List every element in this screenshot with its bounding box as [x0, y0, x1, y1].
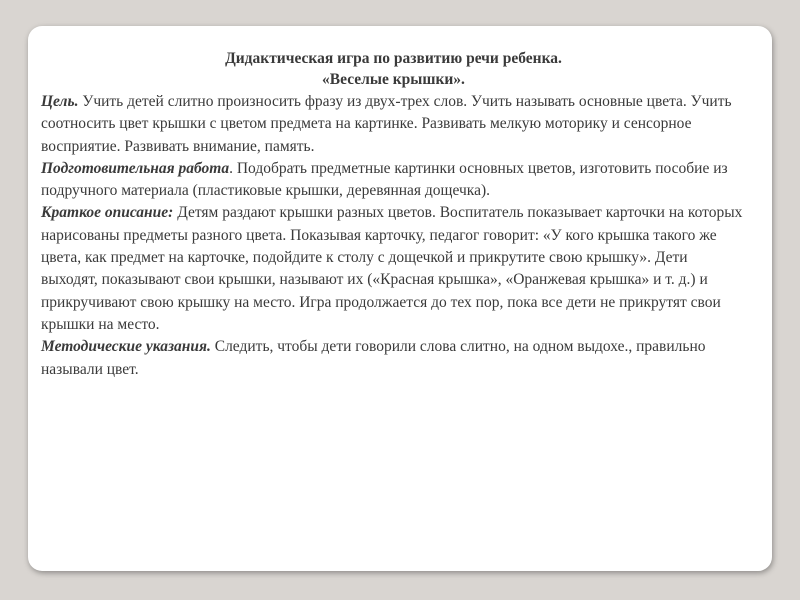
goal-paragraph: [41, 91, 746, 158]
body-text: [41, 91, 746, 381]
guidelines-text: Следить, чтобы дети говорили слова слитно, на одном выдохе., правильно называли цвет.: [41, 338, 706, 378]
slide-card: [28, 26, 772, 571]
description-label: Краткое описание:: [41, 204, 174, 222]
goal-text: Учить детей слитно произносить фразу из двух-трех слов. Учить называть основные цвета. Учить соотносить цвет крышки с цветом предмета на картинке. Развивать мелкую моторику и сенсорное восприятие. Развивать внимание, память.: [41, 93, 732, 155]
title-line-1: Дидактическая игра по развитию речи ребенка.: [225, 50, 562, 67]
preparation-label: Подготовительная работа: [41, 159, 230, 177]
guidelines-label: Методические указания.: [41, 338, 211, 356]
description-text: Детям раздают крышки разных цветов. Воспитатель показывает карточки на которых нарисованы предметы разного цвета. Показывая карточку, педагог говорит: «У кого крышка такого же цвета, как предмет на карточке, подойдите к столу с дощечкой и прикрутите свою крышку». Дети выходят, показывают свои крышки, называют их («Красная крышка», «Оранжевая крышка» и т. д.) и прикручивают свою крышку на место. Игра продолжается до тех пор, пока все дети не прикрутят свои крышки на место.: [41, 204, 743, 333]
preparation-paragraph: [41, 158, 746, 203]
goal-label: Цель.: [41, 93, 79, 110]
guidelines-paragraph: [41, 336, 746, 381]
description-paragraph: [41, 202, 746, 336]
page-title: [41, 48, 746, 90]
preparation-text: . Подобрать предметные картинки основных цветов, изготовить пособие из подручного материала (пластиковые крышки, деревянная дощечка).: [41, 159, 728, 200]
title-line-2: «Веселые крышки».: [322, 71, 465, 88]
